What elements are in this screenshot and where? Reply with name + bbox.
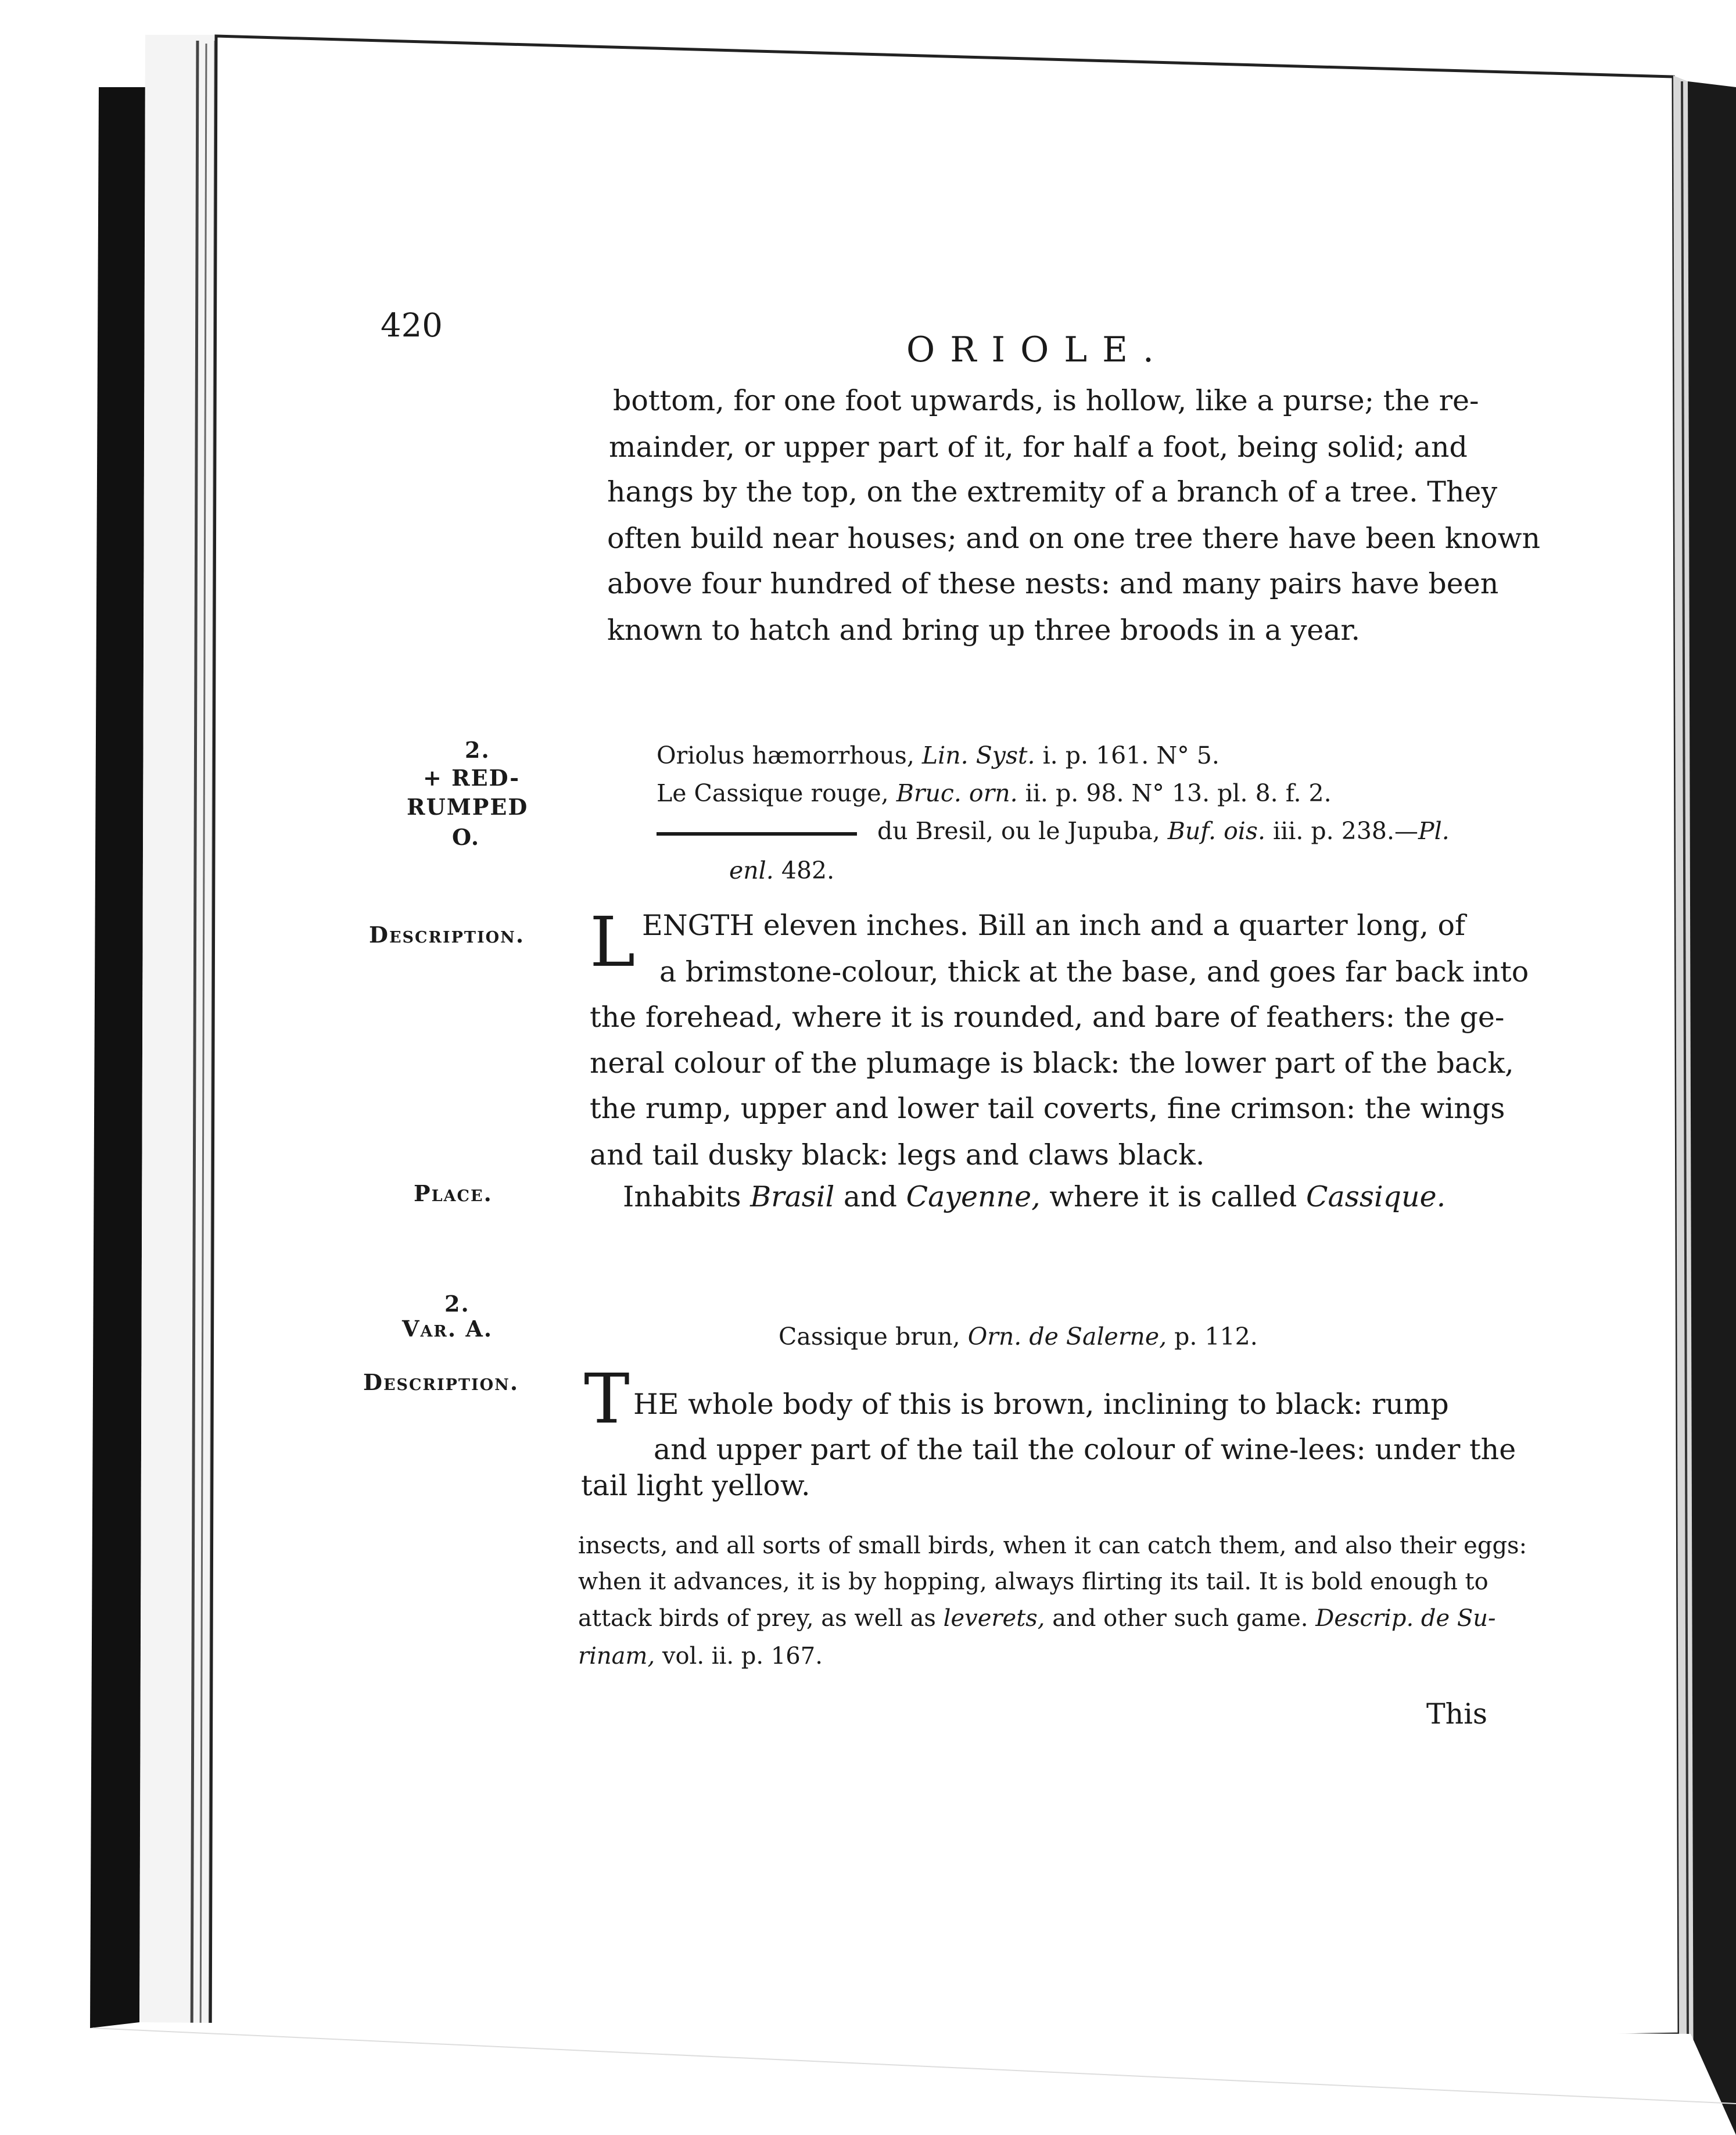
footnote-italic: leverets, — [943, 1605, 1045, 1632]
footnote-line: insects, and all sorts of small birds, when it can catch them, and also their eggs: — [578, 1532, 1527, 1559]
footnote-source: Descrip. de Su- — [1315, 1605, 1496, 1632]
place-name: Cayenne, — [906, 1180, 1041, 1213]
footnote-source: rinam, — [578, 1643, 655, 1670]
synonym-name: Le Cassique rouge, — [657, 779, 896, 807]
species-name-line: + RED- — [423, 765, 521, 791]
synonym-source: Brис. orn. — [896, 779, 1018, 807]
text-line: above four hundred of these nests: and many pairs have been — [607, 567, 1499, 600]
local-name: Cassique. — [1306, 1180, 1446, 1213]
text-line: and upper part of the tail the colour of wine-lees: under the — [654, 1433, 1516, 1466]
text-line: the rump, upper and lower tail coverts, fine crimson: the wings — [590, 1092, 1505, 1125]
place-text — [623, 1180, 1446, 1213]
footnote-part: vol. ii. p. 167. — [655, 1643, 823, 1670]
synonym-line — [657, 779, 1332, 807]
synonym-ref: i. p. 161. N° 5. — [1035, 741, 1219, 769]
variety-number: 2. — [444, 1291, 470, 1317]
synonym-ref: 482. — [773, 857, 835, 884]
synonym-name: du Bresil, ou le Jupuba, — [877, 817, 1168, 845]
text-line: known to hatch and bring up three broods in a year. — [607, 614, 1361, 647]
description-label: Description. — [363, 1369, 519, 1395]
species-number: 2. — [465, 737, 490, 763]
synonym-source: Lin. Syst. — [921, 741, 1035, 769]
synonym-line — [877, 819, 1450, 843]
place-name: Brasil — [750, 1180, 835, 1213]
species-name-line: O. — [452, 824, 480, 850]
text-line: mainder, or upper part of it, for half a foot, being solid; and — [609, 431, 1468, 464]
text-line: a brimstone-colour, thick at the base, and goes far back into — [659, 955, 1529, 988]
text-line: neral colour of the plumage is black: the lower part of the back, — [590, 1047, 1514, 1080]
text-line: ENGTH eleven inches. Bill an inch and a quarter long, of — [642, 909, 1466, 942]
footnote-part: and other such game. — [1045, 1605, 1316, 1632]
footnote-line: when it advances, it is by hopping, always flirting its tail. It is bold enough to — [578, 1568, 1488, 1595]
synonym-source: Buf. ois. — [1167, 817, 1265, 845]
synonym-ref: p. 112. — [1167, 1323, 1258, 1351]
footnote-part: attack birds of prey, as well as — [578, 1605, 944, 1632]
drop-cap: L — [590, 902, 636, 982]
place-part: where it is called — [1040, 1180, 1306, 1213]
page-number: 420 — [381, 307, 443, 345]
text-line: HE whole body of this is brown, inclining to black: rump — [633, 1388, 1449, 1421]
text-line: tail light yellow. — [581, 1469, 810, 1502]
place-part: and — [834, 1180, 906, 1213]
synonym-line — [657, 741, 1219, 769]
text-line: and tail dusky black: legs and claws black. — [590, 1138, 1205, 1172]
synonym-name: Cassique brun, — [779, 1323, 968, 1351]
running-title: ORIOLE. — [906, 329, 1169, 370]
text-line: hangs by the top, on the extremity of a branch of a tree. They — [607, 475, 1498, 508]
synonym-source: Orn. de Salerne, — [967, 1323, 1167, 1351]
text-line: bottom, for one foot upwards, is hollow, like a purse; the re- — [613, 384, 1479, 417]
variety-synonym — [779, 1325, 1258, 1349]
synonym-plate: Pl. — [1418, 817, 1450, 845]
synonym-name: Oriolus hæmorrhous, — [657, 741, 922, 769]
footnote-line — [578, 1645, 823, 1668]
text-line: often build near houses; and on one tree there have been known — [607, 522, 1541, 555]
footnote-line — [578, 1607, 1496, 1630]
text-line: the forehead, where it is rounded, and bare of feathers: the ge- — [590, 1001, 1505, 1034]
drop-cap: T — [584, 1359, 630, 1439]
place-label: Place. — [414, 1180, 493, 1206]
catchword: This — [1426, 1697, 1488, 1731]
description-label: Description. — [369, 922, 525, 948]
place-part: Inhabits — [623, 1180, 751, 1213]
synonym-line — [729, 859, 834, 883]
variety-label: Var. A. — [402, 1316, 493, 1342]
species-name-line: RUMPED — [407, 794, 529, 820]
synonym-plate: enl. — [729, 857, 774, 884]
synonym-ref: ii. p. 98. N° 13. pl. 8. f. 2. — [1017, 779, 1332, 807]
ditto-rule — [657, 832, 857, 836]
synonym-ref: iii. p. 238.— — [1265, 817, 1419, 845]
